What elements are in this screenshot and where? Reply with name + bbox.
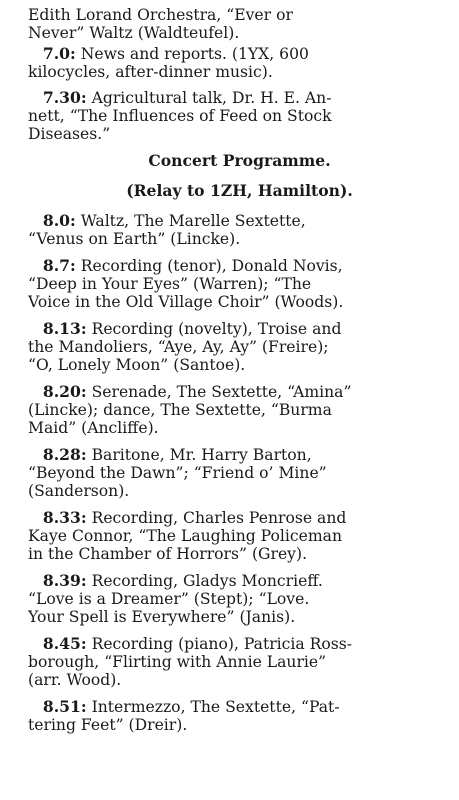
entry-line: Baritone, Mr. Harry Barton, bbox=[86, 446, 312, 464]
entry-line: kilocycles, after-dinner music). bbox=[28, 63, 273, 81]
entry-line: the Mandoliers, “Aye, Ay, Ay” (Freire); bbox=[28, 338, 329, 356]
entry-time: 8.0: bbox=[42, 211, 76, 230]
programme-entry bbox=[28, 383, 451, 437]
entry-line: News and reports. (1YX, 600 bbox=[75, 45, 309, 63]
entry-line: “Venus on Earth” (Lincke). bbox=[28, 230, 241, 248]
entry-line: Recording (novelty), Troise and bbox=[86, 320, 342, 338]
entry-line: Recording, Gladys Moncrieff. bbox=[86, 572, 323, 590]
programme-entry bbox=[28, 320, 451, 374]
entry-time: 7.0: bbox=[42, 44, 76, 63]
entry-line: borough, “Flirting with Annie Laurie” bbox=[28, 653, 327, 671]
programme-entry bbox=[28, 698, 451, 734]
programme-entry bbox=[28, 6, 451, 42]
entry-line: “Beyond the Dawn”; “Friend o’ Mine” bbox=[28, 464, 327, 482]
entry-line: Your Spell is Everywhere” (Janis). bbox=[28, 608, 296, 626]
entry-line: Intermezzo, The Sextette, “Pat- bbox=[86, 698, 340, 716]
section-heading: Concert Programme. bbox=[148, 151, 331, 170]
entry-time: 8.13: bbox=[42, 319, 87, 338]
entry-line: Recording (tenor), Donald Novis, bbox=[75, 257, 343, 275]
entry-line: “Love is a Dreamer” (Stept); “Love. bbox=[28, 590, 310, 608]
entry-time: 7.30: bbox=[42, 88, 87, 107]
entry-line: Edith Lorand Orchestra, “Ever or bbox=[28, 6, 293, 24]
entry-line: “Deep in Your Eyes” (Warren); “The bbox=[28, 275, 312, 293]
section-subheading: (Relay to 1ZH, Hamilton). bbox=[126, 181, 353, 200]
entry-line: Kaye Connor, “The Laughing Policeman bbox=[28, 527, 342, 545]
entry-time: 8.39: bbox=[42, 571, 87, 590]
entry-line: Agricultural talk, Dr. H. E. An- bbox=[86, 89, 332, 107]
entry-line: “O, Lonely Moon” (Santoe). bbox=[28, 356, 246, 374]
entry-line: Maid” (Ancliffe). bbox=[28, 419, 159, 437]
programme-entry bbox=[28, 635, 451, 689]
programme-entry bbox=[28, 257, 451, 311]
programme-entry bbox=[28, 446, 451, 500]
entry-line: (arr. Wood). bbox=[28, 671, 122, 689]
programme-list bbox=[28, 212, 451, 734]
entry-time: 8.20: bbox=[42, 382, 87, 401]
programme-entry bbox=[28, 89, 451, 143]
entry-time: 8.28: bbox=[42, 445, 87, 464]
entry-line: Waltz, The Marelle Sextette, bbox=[75, 212, 306, 230]
entry-line: Serenade, The Sextette, “Amina” bbox=[86, 383, 352, 401]
entry-line: (Sanderson). bbox=[28, 482, 130, 500]
entry-time: 8.45: bbox=[42, 634, 87, 653]
entry-line: tering Feet” (Dreir). bbox=[28, 716, 188, 734]
entry-line: Voice in the Old Village Choir” (Woods). bbox=[28, 293, 344, 311]
entry-line: Recording, Charles Penrose and bbox=[86, 509, 347, 527]
entry-line: in the Chamber of Horrors” (Grey). bbox=[28, 545, 308, 563]
programme-entry bbox=[28, 212, 451, 248]
entry-line: (Lincke); dance, The Sextette, “Burma bbox=[28, 401, 332, 419]
programme-entry bbox=[28, 509, 451, 563]
programme-entry bbox=[28, 572, 451, 626]
programme-entry bbox=[28, 45, 451, 81]
entry-line: nett, “The Influences of Feed on Stock bbox=[28, 107, 332, 125]
entry-time: 8.51: bbox=[42, 697, 87, 716]
entry-line: Diseases.” bbox=[28, 125, 111, 143]
entry-time: 8.7: bbox=[42, 256, 76, 275]
entry-line: Never” Waltz (Waldteufel). bbox=[28, 24, 240, 42]
entry-time: 8.33: bbox=[42, 508, 87, 527]
entry-line: Recording (piano), Patricia Ross- bbox=[86, 635, 353, 653]
